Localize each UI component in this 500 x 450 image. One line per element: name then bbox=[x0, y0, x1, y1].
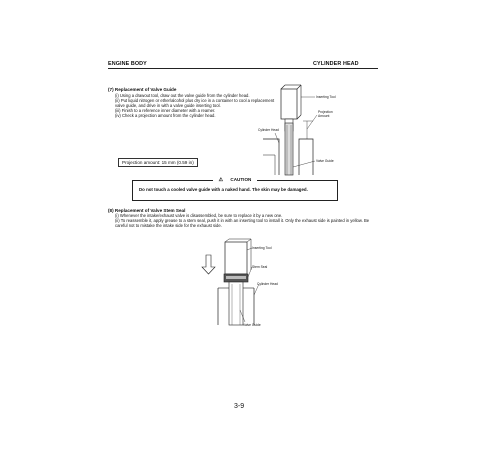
section-7-title: (7) Replacement of Valve Guide bbox=[108, 87, 177, 92]
section-7-step-3: (iii) Finish to a reference inner diameter with a reamer. bbox=[115, 108, 216, 114]
section-7-step-2: (ii) Put liquid nitrogen or ether/alcohol plus dry ice in a container to cool a replacement valve guide, and drive in with a valve guide inserting tool. bbox=[115, 97, 275, 108]
section-8 bbox=[108, 208, 378, 229]
warning-icon: ⚠ bbox=[216, 177, 226, 183]
figure-7-label-valve-guide: Valve Guide bbox=[316, 159, 334, 163]
caution-title bbox=[133, 177, 337, 184]
projection-amount-box: Projection amount: 15 mm (0.59 in) bbox=[118, 158, 198, 167]
section-8-step-1: (i) Whenever the intake/exhaust valve is disassembled, be sure to replace it by a new one. bbox=[115, 213, 283, 218]
figure-8-label-cylinder-head: Cylinder Head bbox=[257, 282, 278, 286]
caution-title-text: CAUTION bbox=[227, 177, 254, 182]
header-left: ENGINE BODY bbox=[108, 61, 147, 67]
figure-8-label-inserting-tool: Inserting Tool bbox=[252, 246, 272, 250]
stem-seal-figure bbox=[198, 240, 308, 325]
figure-7-label-cylinder-head: Cylinder Head bbox=[258, 128, 279, 132]
section-8-title: (8) Replacement of Valve Stem Seal bbox=[108, 208, 186, 213]
page-number: 3-9 bbox=[234, 403, 245, 410]
figure-8-label-valve-guide: Valve Guide bbox=[243, 323, 261, 327]
section-8-step-2: (ii) To reassemble it, apply grease to a stem seal, push it in with an inserting tool to install it. Only the exhaust side is painted in yellow. Be careful not to mistake the intake side for the exhaust side. bbox=[115, 218, 370, 229]
header-rule bbox=[108, 68, 378, 69]
caution-box bbox=[132, 177, 338, 201]
figure-7-label-inserting-tool: Inserting Tool bbox=[316, 95, 336, 99]
section-7 bbox=[108, 87, 278, 119]
header-right: CYLINDER HEAD bbox=[313, 61, 359, 67]
section-7-step-1: (i) Using a drawout tool, draw out the valve guide from the cylinder head. bbox=[115, 92, 250, 98]
section-7-step-4: (iv) Check a projection amount from the cylinder head. bbox=[115, 113, 216, 119]
caution-text: Do not touch a cooled valve guide with a naked hand. The skin may be damaged. bbox=[139, 187, 308, 192]
figure-7-label-projection-amount: Projection Amount bbox=[318, 110, 333, 118]
figure-8-label-stem-seal: Stem Seal bbox=[252, 265, 268, 269]
